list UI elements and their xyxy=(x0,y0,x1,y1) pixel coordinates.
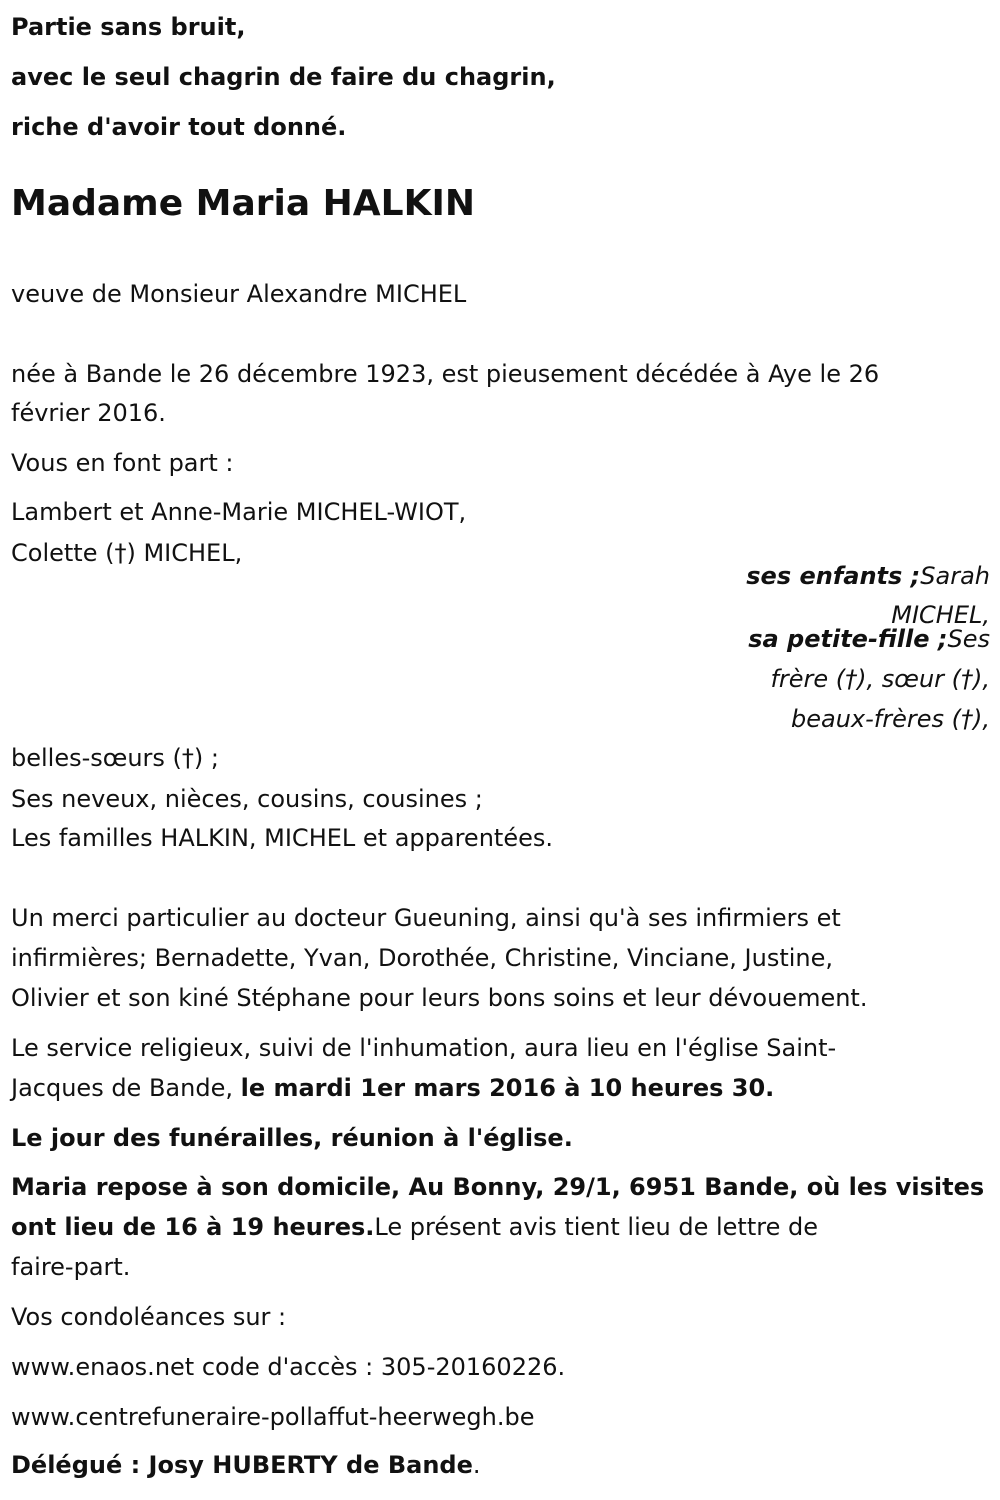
condolences-site-2 xyxy=(11,1405,535,1429)
birth-death-line-1: née à Bande le 26 décembre 1923, est pieusement décédée à Aye le 26 xyxy=(11,360,880,388)
widow-of: veuve de Monsieur Alexandre MICHEL xyxy=(11,280,467,308)
deceased-name: Madame Maria HALKIN xyxy=(11,183,476,224)
children-relation xyxy=(746,564,990,588)
thanks-line-3: Olivier et son kiné Stéphane pour leurs bons soins et leur dévouement. xyxy=(11,984,868,1012)
grandchild-name-line-2: MICHEL, xyxy=(891,601,990,629)
gathering: Le jour des funérailles, réunion à l'église. xyxy=(11,1124,573,1152)
service-datetime: le mardi 1er mars 2016 à 10 heures 30. xyxy=(240,1074,775,1102)
service-place: Jacques de Bande, xyxy=(11,1074,241,1102)
family-more-line-3: Les familles HALKIN, MICHEL et apparentées. xyxy=(11,824,553,852)
siblings-line-2: frère (†), sœur (†), xyxy=(770,665,990,693)
condolences-site-1 xyxy=(11,1355,565,1379)
siblings-line-1: Ses xyxy=(947,625,990,653)
thanks-line-2: infirmières; Bernadette, Yvan, Dorothée, Christine, Vinciane, Justine, xyxy=(11,944,834,972)
family-more-line-1: belles-sœurs (†) ; xyxy=(11,744,219,772)
poem-line-3: riche d'avoir tout donné. xyxy=(11,113,347,141)
poem-line-1: Partie sans bruit, xyxy=(11,13,246,41)
visits-hours: ont lieu de 16 à 19 heures. xyxy=(11,1213,375,1241)
announce-intro: Vous en font part : xyxy=(11,449,234,477)
visits-line-3: faire-part. xyxy=(11,1253,131,1281)
service-line-1: Le service religieux, suivi de l'inhumation, aura lieu en l'église Saint- xyxy=(11,1034,837,1062)
funeral-center-link[interactable]: www.centrefuneraire-pollaffut-heerwegh.be xyxy=(11,1403,535,1431)
family-more-line-2: Ses neveux, nièces, cousins, cousines ; xyxy=(11,785,483,813)
granddaughter-relation xyxy=(748,627,990,651)
delegate-name: Délégué : Josy HUBERTY de Bande xyxy=(11,1451,473,1479)
condolences-intro: Vos condoléances sur : xyxy=(11,1303,287,1331)
service-line-2 xyxy=(11,1076,774,1100)
enaos-link[interactable]: www.enaos.net code d'accès : 305-20160226. xyxy=(11,1353,566,1381)
family-line-1: Lambert et Anne-Marie MICHEL-WIOT, xyxy=(11,498,467,526)
notice-statement: Le présent avis tient lieu de lettre de xyxy=(374,1213,818,1241)
delegate xyxy=(11,1453,481,1477)
children-label: ses enfants ; xyxy=(746,562,921,590)
grandchild-name-1: Sarah xyxy=(920,562,990,590)
poem-line-2: avec le seul chagrin de faire du chagrin, xyxy=(11,63,556,91)
thanks-line-1: Un merci particulier au docteur Gueuning, ainsi qu'à ses infirmiers et xyxy=(11,904,841,932)
granddaughter-label: sa petite-fille ; xyxy=(748,625,948,653)
siblings-line-3: beaux-frères (†), xyxy=(791,705,990,733)
birth-death-line-2: février 2016. xyxy=(11,399,166,427)
visits-line-2 xyxy=(11,1215,818,1239)
family-line-2: Colette (†) MICHEL, xyxy=(11,539,243,567)
visits-line-1: Maria repose à son domicile, Au Bonny, 29/1, 6951 Bande, où les visites xyxy=(11,1173,985,1201)
delegate-period: . xyxy=(472,1451,481,1479)
